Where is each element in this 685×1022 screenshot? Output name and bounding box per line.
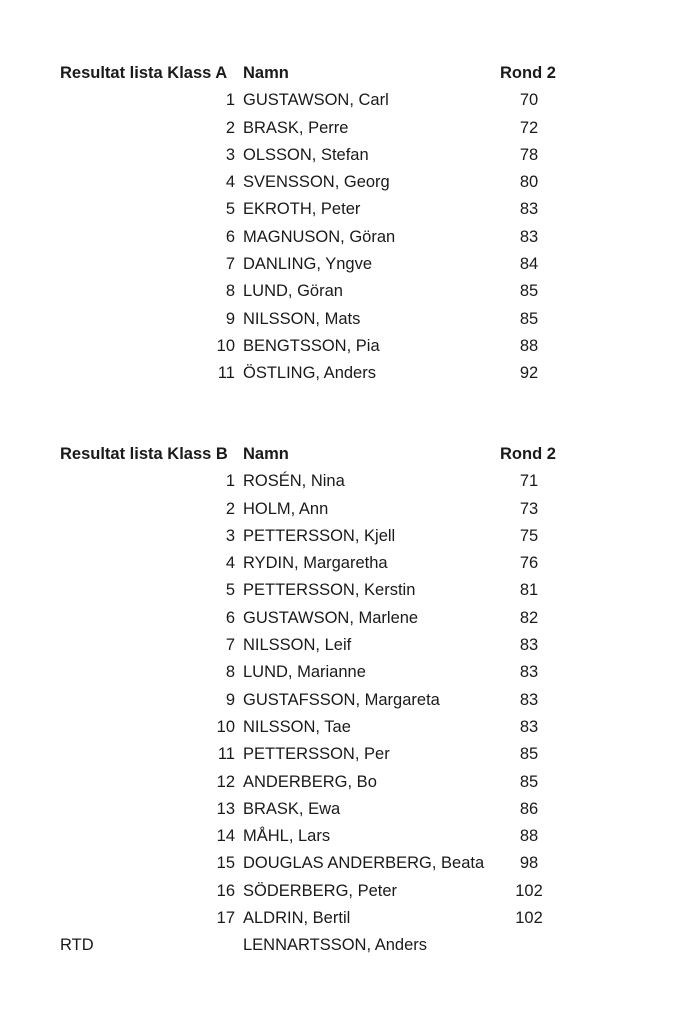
class-b-score-header: Rond 2 (500, 445, 556, 463)
score-cell: 84 (519, 255, 539, 274)
score-cell: 81 (519, 581, 539, 600)
name-cell: PETTERSSON, Kerstin (243, 581, 416, 600)
rank-cell: 7 (225, 636, 235, 655)
score-cell: 88 (519, 827, 539, 846)
table-row (0, 306, 685, 333)
rank-cell: 2 (225, 118, 235, 137)
score-cell: 85 (519, 745, 539, 764)
name-cell: NILSSON, Leif (243, 636, 352, 655)
score-cell: 80 (519, 173, 539, 192)
name-cell: BRASK, Ewa (243, 799, 341, 818)
table-row (0, 87, 685, 114)
rank-cell: 8 (225, 282, 235, 301)
name-cell: PETTERSSON, Per (243, 745, 390, 764)
rank-cell: 5 (225, 581, 235, 600)
name-cell: LUND, Marianne (243, 663, 366, 682)
table-row (0, 550, 685, 577)
score-cell: 83 (519, 200, 539, 219)
rank-cell: 6 (225, 227, 235, 246)
rtd-label: RTD (60, 936, 94, 955)
rank-cell: 14 (216, 827, 235, 846)
score-cell: 102 (515, 909, 543, 928)
rank-cell: 4 (225, 554, 235, 573)
name-cell: GUSTAWSON, Carl (243, 91, 389, 110)
table-row (0, 823, 685, 850)
name-cell: MAGNUSON, Göran (243, 227, 396, 246)
rank-cell: 1 (225, 91, 235, 110)
name-cell: SVENSSON, Georg (243, 173, 390, 192)
score-cell: 78 (519, 145, 539, 164)
rank-cell: 15 (216, 854, 235, 873)
table-row (0, 496, 685, 523)
score-cell: 86 (519, 799, 539, 818)
name-cell: GUSTAFSSON, Margareta (243, 690, 440, 709)
rank-cell: 4 (225, 173, 235, 192)
table-row (0, 796, 685, 823)
table-row (0, 224, 685, 251)
name-cell: HOLM, Ann (243, 499, 329, 518)
rank-cell: 11 (217, 745, 235, 764)
name-cell: BRASK, Perre (243, 118, 349, 137)
name-cell: NILSSON, Mats (243, 309, 361, 328)
class-a-table-body (0, 87, 685, 387)
name-cell: DANLING, Yngve (243, 255, 373, 274)
name-cell: BENGTSSON, Pia (243, 336, 380, 355)
table-row (0, 142, 685, 169)
score-cell: 85 (519, 772, 539, 791)
score-cell: 83 (519, 636, 539, 655)
score-cell: 83 (519, 717, 539, 736)
name-cell: RYDIN, Margaretha (243, 554, 388, 573)
rank-cell: 11 (217, 364, 235, 383)
rank-cell: 13 (216, 799, 235, 818)
score-cell: 92 (519, 364, 539, 383)
class-a-score-header: Rond 2 (500, 64, 556, 82)
table-row (0, 360, 685, 387)
score-cell: 88 (519, 336, 539, 355)
score-cell: 76 (519, 554, 539, 573)
name-cell: LUND, Göran (243, 282, 343, 301)
name-cell: DOUGLAS ANDERBERG, Beata (243, 854, 485, 873)
name-cell: SÖDERBERG, Peter (243, 881, 398, 900)
table-row (0, 850, 685, 877)
score-cell: 98 (519, 854, 539, 873)
class-b-results (0, 441, 685, 960)
class-b-name-header: Namn (243, 445, 289, 463)
rtd-row (0, 932, 685, 959)
table-row (0, 278, 685, 305)
rank-cell: 3 (225, 145, 235, 164)
class-a-title: Resultat lista Klass A (60, 64, 228, 82)
rank-cell: 2 (225, 499, 235, 518)
rank-cell: 10 (216, 717, 235, 736)
name-cell: PETTERSSON, Kjell (243, 526, 396, 545)
score-cell: 85 (519, 282, 539, 301)
score-cell: 72 (519, 118, 539, 137)
rank-cell: 12 (216, 772, 235, 791)
table-row (0, 169, 685, 196)
class-a-name-header: Namn (243, 64, 289, 82)
name-cell: OLSSON, Stefan (243, 145, 369, 164)
rank-cell: 9 (225, 690, 235, 709)
table-row (0, 577, 685, 604)
table-row (0, 659, 685, 686)
class-a-results (0, 60, 685, 388)
table-row (0, 333, 685, 360)
name-cell: NILSSON, Tae (243, 717, 351, 736)
table-row (0, 196, 685, 223)
rtd-name: LENNARTSSON, Anders (243, 936, 428, 955)
name-cell: GUSTAWSON, Marlene (243, 608, 419, 627)
score-cell: 82 (519, 608, 539, 627)
score-cell: 75 (519, 526, 539, 545)
rank-cell: 5 (225, 200, 235, 219)
score-cell: 83 (519, 663, 539, 682)
name-cell: ROSÉN, Nina (243, 472, 345, 491)
name-cell: ALDRIN, Bertil (243, 909, 351, 928)
score-cell: 85 (519, 309, 539, 328)
score-cell: 83 (519, 227, 539, 246)
name-cell: ÖSTLING, Anders (243, 364, 376, 383)
table-row (0, 878, 685, 905)
rank-cell: 9 (225, 309, 235, 328)
class-b-title: Resultat lista Klass B (60, 445, 228, 463)
table-row (0, 905, 685, 932)
table-row (0, 769, 685, 796)
rank-cell: 1 (225, 472, 235, 491)
class-b-header-row (0, 441, 685, 468)
score-cell: 102 (515, 881, 543, 900)
name-cell: ANDERBERG, Bo (243, 772, 377, 791)
table-row (0, 605, 685, 632)
rank-cell: 6 (225, 608, 235, 627)
table-row (0, 687, 685, 714)
class-a-header-row (0, 60, 685, 87)
table-row (0, 115, 685, 142)
table-row (0, 468, 685, 495)
table-row (0, 523, 685, 550)
table-row (0, 251, 685, 278)
score-cell: 70 (519, 91, 539, 110)
name-cell: EKROTH, Peter (243, 200, 361, 219)
rank-cell: 16 (216, 881, 235, 900)
table-row (0, 632, 685, 659)
rank-cell: 10 (216, 336, 235, 355)
rank-cell: 3 (225, 526, 235, 545)
class-b-table-body (0, 468, 685, 932)
rank-cell: 8 (225, 663, 235, 682)
score-cell: 83 (519, 690, 539, 709)
table-row (0, 714, 685, 741)
score-cell: 71 (519, 472, 539, 491)
score-cell: 73 (519, 499, 539, 518)
table-row (0, 741, 685, 768)
rank-cell: 17 (216, 909, 235, 928)
rank-cell: 7 (225, 255, 235, 274)
name-cell: MÅHL, Lars (243, 827, 331, 846)
